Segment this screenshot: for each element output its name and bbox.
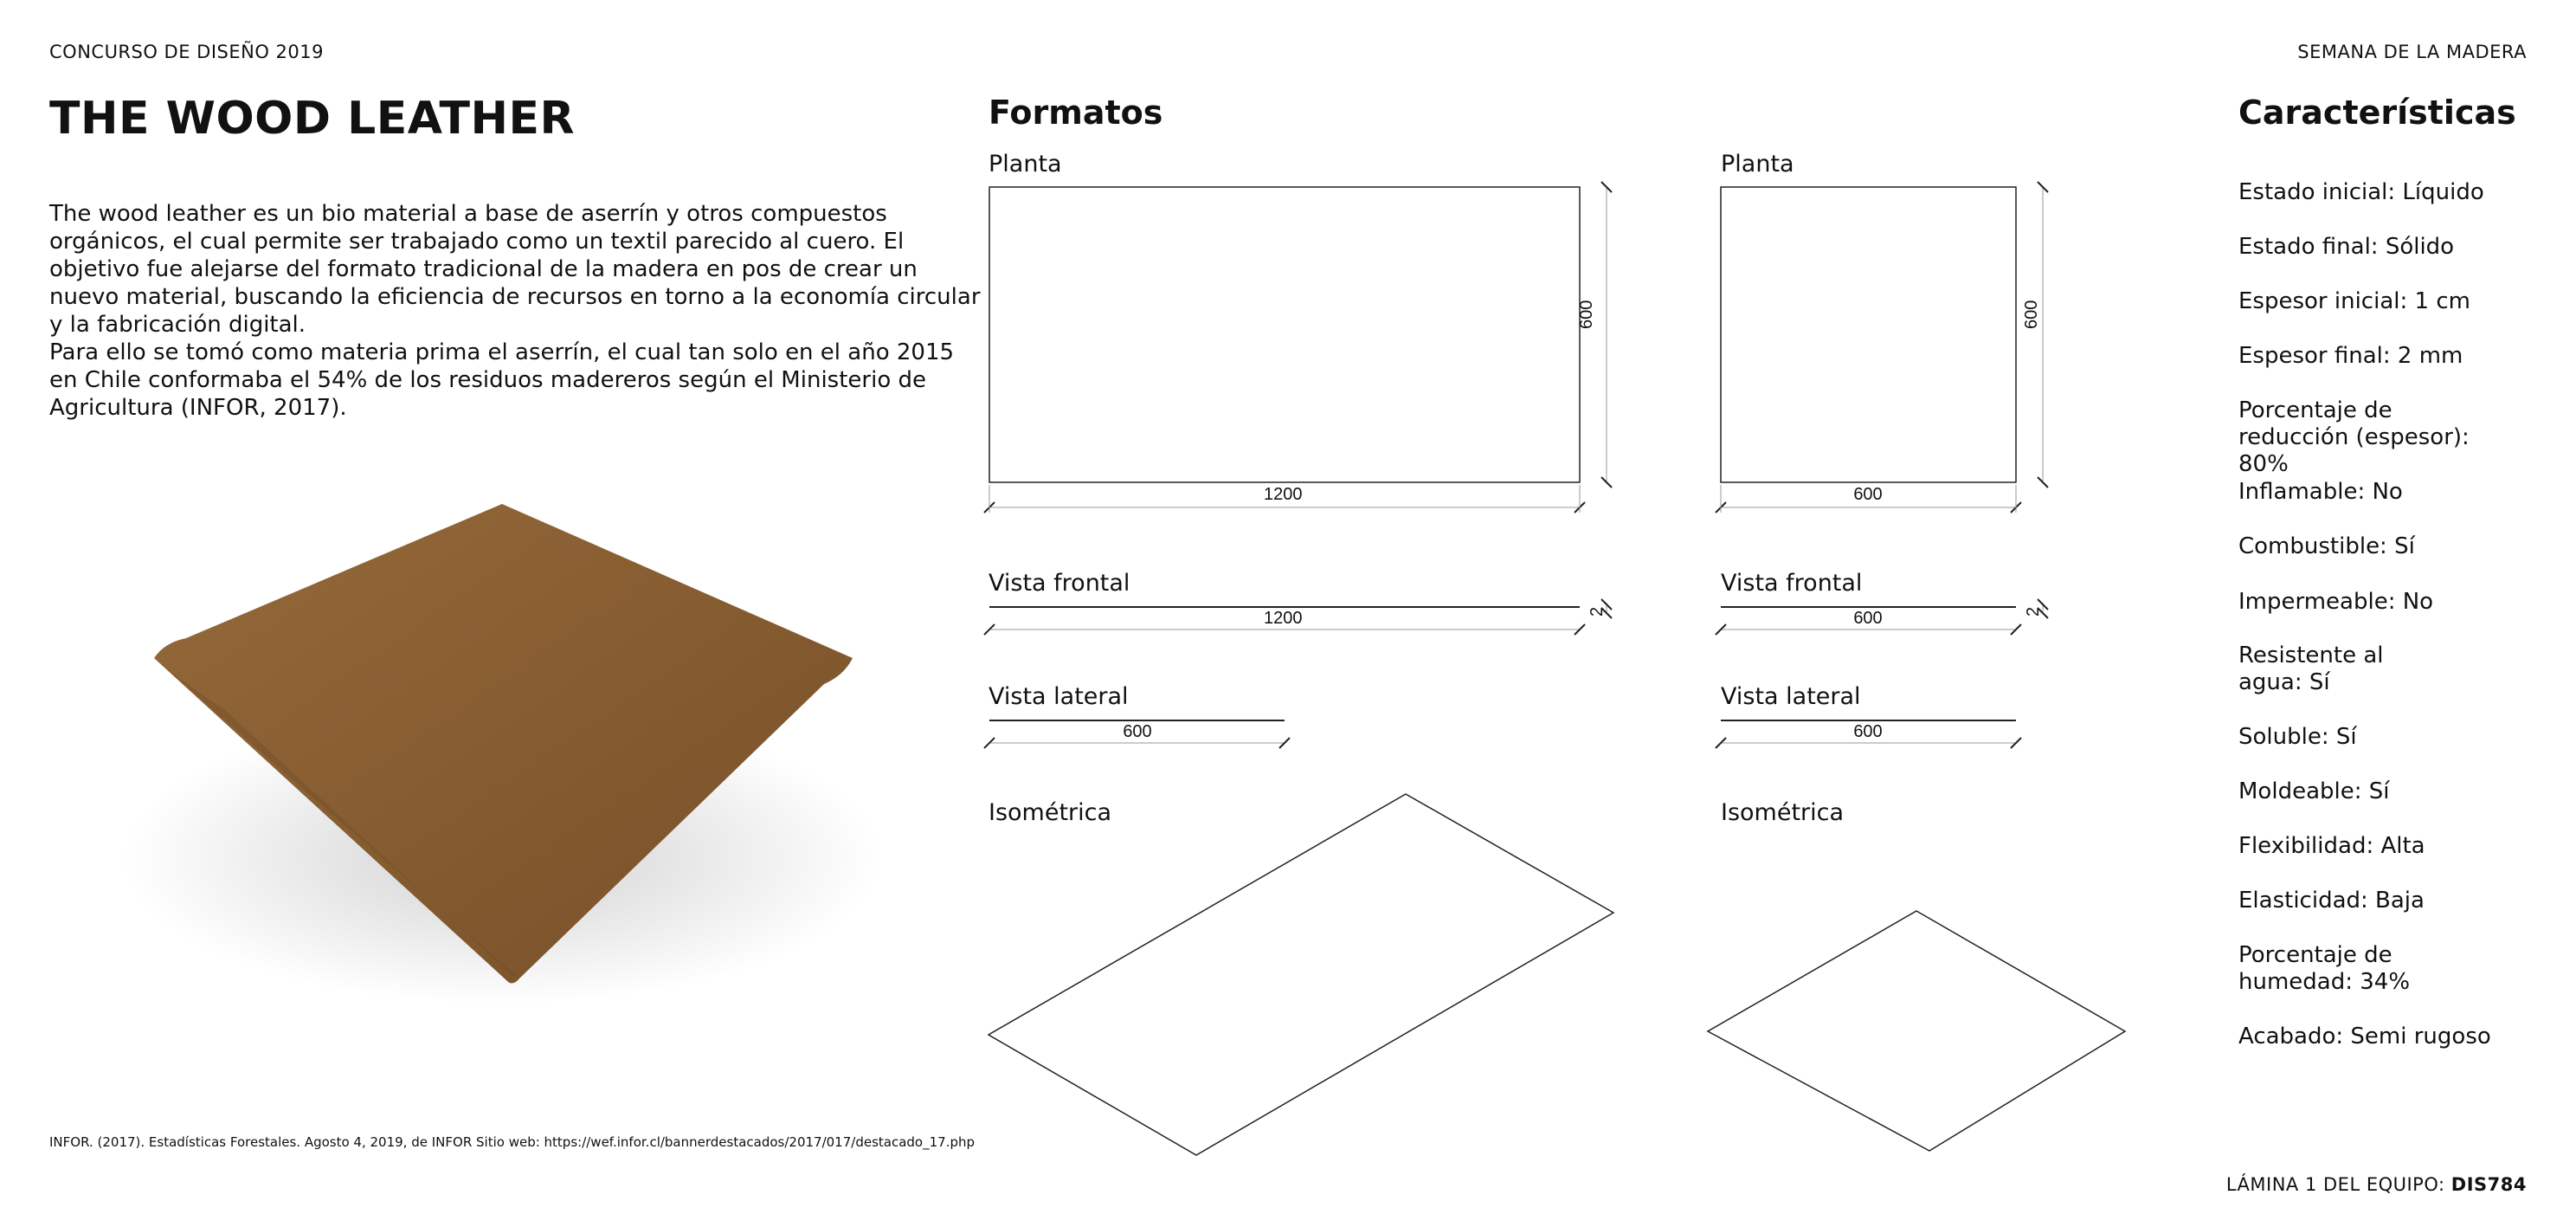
characteristic-item: Impermeable: No — [2238, 589, 2434, 615]
large-front-width: 1200 — [1264, 609, 1303, 628]
small-front-width: 600 — [1853, 609, 1883, 628]
large-front-label: Vista frontal — [989, 570, 1130, 597]
team-code: DIS784 — [2450, 1174, 2527, 1195]
small-side-width: 600 — [1853, 722, 1883, 741]
large-plan-rect — [989, 187, 1580, 482]
large-plan-width: 1200 — [1264, 485, 1303, 504]
characteristic-item: Estado final: Sólido — [2238, 234, 2455, 260]
bibliographic-reference: INFOR. (2017). Estadísticas Forestales. Agosto 4, 2019, de INFOR Sitio web: https://wef.infor.cl/bannerdestacados/2017/017/destacado_17.php — [49, 1134, 976, 1150]
page-title: THE WOOD LEATHER — [49, 93, 576, 145]
small-iso-label: Isométrica — [1721, 799, 1845, 826]
small-plan-width: 600 — [1853, 485, 1883, 504]
characteristic-item: Resistente al agua: Sí — [2238, 643, 2384, 695]
large-front-thickness: 2 — [1587, 606, 1607, 617]
characteristic-item: Elasticidad: Baja — [2238, 888, 2425, 914]
characteristics-heading: Características — [2238, 94, 2516, 132]
sheet-label: LÁMINA 1 DEL EQUIPO: — [2225, 1174, 2445, 1195]
characteristic-item: Flexibilidad: Alta — [2238, 833, 2425, 859]
large-plan-label: Planta — [989, 151, 1062, 178]
small-side-label: Vista lateral — [1721, 683, 1861, 710]
large-isometric-drawing — [989, 794, 1613, 1155]
small-isometric-drawing — [1708, 911, 2125, 1151]
characteristic-item: Moldeable: Sí — [2238, 778, 2390, 804]
characteristic-item: Porcentaje de humedad: 34% — [2238, 942, 2411, 995]
small-plan-label: Planta — [1721, 151, 1794, 178]
characteristic-item: Combustible: Sí — [2238, 533, 2415, 559]
characteristic-item: Acabado: Semi rugoso — [2238, 1024, 2491, 1049]
small-front-label: Vista frontal — [1721, 570, 1863, 597]
formats-heading: Formatos — [989, 94, 1163, 132]
characteristic-item: Espesor final: 2 mm — [2238, 343, 2463, 369]
large-plan-height: 600 — [1577, 300, 1596, 329]
small-plan-rect — [1721, 187, 2016, 482]
characteristic-item: Estado inicial: Líquido — [2238, 179, 2484, 205]
characteristic-item: Porcentaje de reducción (espesor): 80% — [2238, 397, 2470, 477]
contest-label: CONCURSO DE DISEÑO 2019 — [49, 42, 324, 62]
event-label: SEMANA DE LA MADERA — [2297, 42, 2527, 62]
description-paragraph-2: Para ello se tomó como materia prima el aserrín, el cual tan solo en el año 2015 en Chile conformaba el 54% de los residuos madereros según el Ministerio de Agricultura (INFOR, 2017). — [49, 339, 955, 421]
large-side-width: 600 — [1123, 722, 1152, 741]
sheet-footer — [2226, 1174, 2527, 1195]
description-paragraph-1: The wood leather es un bio material a base de aserrín y otros compuestos orgánicos, el cual permite ser trabajado como un textil parecido al cuero. El objetivo fue alejarse del formato tradicional de la madera en pos de crear un nuevo material, buscando la eficiencia de recursos en torno a la economía circular y la fabricación digital. — [49, 201, 981, 338]
characteristic-item: Espesor inicial: 1 cm — [2238, 288, 2470, 314]
characteristic-item: Soluble: Sí — [2238, 724, 2357, 750]
small-plan-height: 600 — [2022, 300, 2041, 329]
large-iso-label: Isométrica — [989, 799, 1112, 826]
characteristic-item: Inflamable: No — [2238, 479, 2403, 505]
small-front-thickness: 2 — [2024, 606, 2043, 617]
large-side-label: Vista lateral — [989, 683, 1129, 710]
